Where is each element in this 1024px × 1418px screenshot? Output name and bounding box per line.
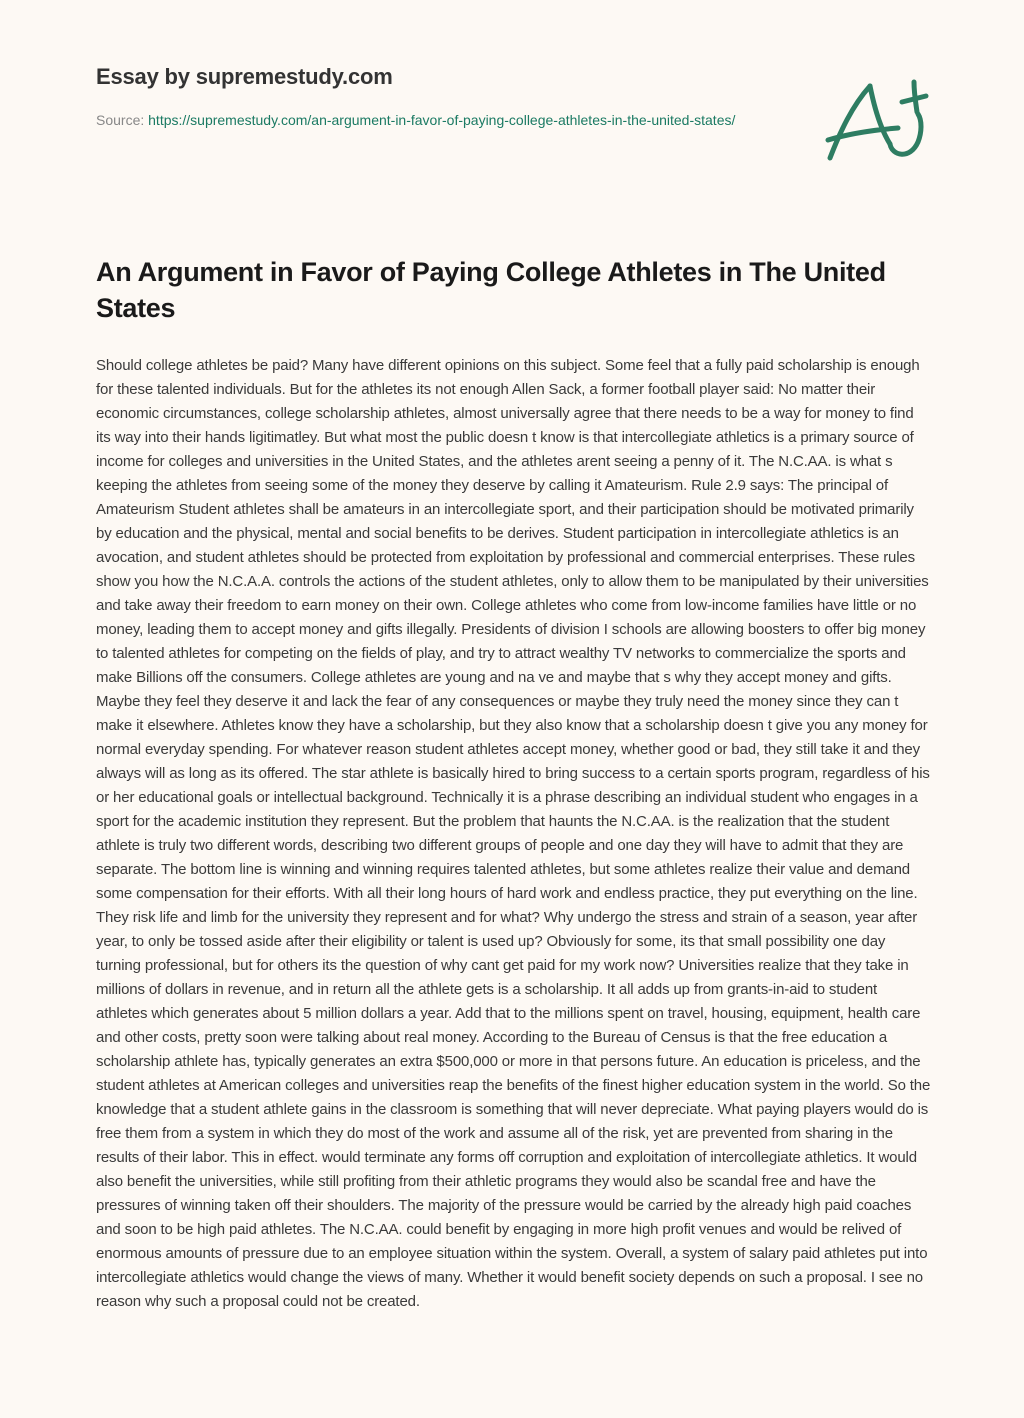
source-link[interactable]: https://supremestudy.com/an-argument-in-favor-of-paying-college-athletes-in-the-united-states/ — [148, 112, 736, 128]
article-body: Should college athletes be paid? Many have different opinions on this subject. Some feel that a fully paid scholarship is enough for these talented individuals. But for the athletes its not enough Allen Sack, a former football player said: No matter their economic circumstances, college scholarship athletes, almost universally agree that there needs to be a way for money to find its way into their hands ligitimatley. But what most the public doesn t know is that intercollegiate athletics is a primary source of income for colleges and universities in the United States, and the athletes arent seeing a penny of it. The N.C.AA. is what s keeping the athletes from seeing some of the money they deserve by calling it Amateurism. Rule 2.9 says: The principal of Amateurism Student athletes shall be amateurs in an intercollegiate sport, and their participation should be motivated primarily by education and the physical, mental and social benefits to be derives. Student participation in intercollegiate athletics is an avocation, and student athletes should be protected from exploitation by professional and commercial enterprises. These rules show you how the N.C.A.A. controls the actions of the student athletes, only to allow them to be manipulated by their universities and take away their freedom to earn money on their own. College athletes who come from low-income families have little or no money, leading them to accept money and gifts illegally. Presidents of division I schools are allowing boosters to offer big money to talented athletes for competing on the fields of play, and try to attract wealthy TV networks to commercialize the sports and make Billions off the consumers. College athletes are young and na ve and maybe that s why they accept money and gifts. Maybe they feel they deserve it and lack the fear of any consequences or maybe they truly need the money since they can t make it elsewhere. Athletes know they have a scholarship, but they also know that a scholarship doesn t give you any money for normal everyday spending. For whatever reason student athletes accept money, whether good or bad, they still take it and they always will as long as its offered. The star athlete is basically hired to bring success to a certain sports program, regardless of his or her educational goals or intellectual background. Technically it is a phrase describing an individual student who engages in a sport for the academic institution they represent. But the problem that haunts the N.C.AA. is the realization that the student athlete is truly two different words, describing two different groups of people and one day they will have to admit that they are separate. The bottom line is winning and winning requires talented athletes, but some athletes realize their value and demand some compensation for their efforts. With all their long hours of hard work and endless practice, they put everything on the line. They risk life and limb for the university they represent and for what? Why undergo the stress and strain of a season, year after year, to only be tossed aside after their eligibility or talent is used up? Obviously for some, its that small possibility one day turning professional, but for others its the question of why cant get paid for my work now? Universities realize that they take in millions of dollars in revenue, and in return all the athlete gets is a scholarship. It all adds up from grants-in-aid to student athletes which generates about 5 million dollars a year. Add that to the millions spent on travel, housing, equipment, health care and other costs, pretty soon were talking about real money. According to the Bureau of Census is that the free education a scholarship athlete has, typically generates an extra $500,000 or more in that persons future. An education is priceless, and the student athletes at American colleges and universities reap the benefits of the finest higher education system in the world. So the knowledge that a student athlete gains in the classroom is something that will never depreciate. What paying players would do is free them from a system in which they do most of the work and assume all of the risk, yet are prevented from sharing in the results of their labor. This in effect. would terminate any forms off corruption and exploitation of intercollegiate athletics. It would also benefit the universities, while still profiting from their athletic programs they would also be scandal free and have the pressures of winning taken off their shoulders. The majority of the pressure would be carried by the already high paid coaches and soon to be high paid athletes. The N.C.AA. could benefit by engaging in more high profit venues and would be relived of enormous amounts of pressure due to an employee situation within the system. Overall, a system of salary paid athletes put into intercollegiate athletics would change the views of many. Whether it would benefit society depends on such a proposal. I see no reason why such a proposal could not be created. — [96, 357, 931, 1310]
source-line — [96, 108, 776, 132]
page-header — [96, 62, 776, 132]
site-title: Essay by supremestudy.com — [96, 64, 393, 89]
source-label: Source: — [96, 112, 149, 128]
a-plus-grade-icon — [818, 70, 933, 170]
article-title: An Argument in Favor of Paying College Athletes in The United States — [96, 257, 886, 323]
